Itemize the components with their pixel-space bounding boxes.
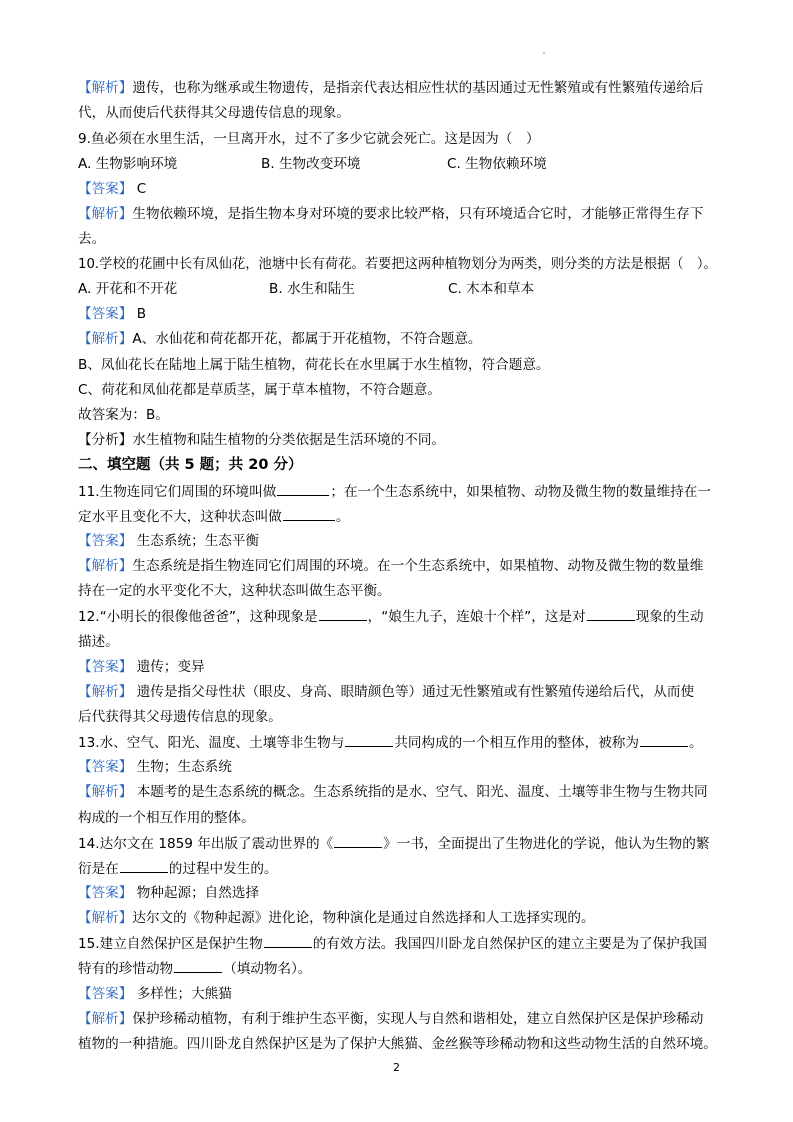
answer-line [78, 305, 146, 323]
explanation-line: 【解析】达尔文的《物种起源》进化论，物种演化是通过自然选择和人工选择实现的。 [78, 910, 595, 926]
explanation-line: 故答案为：B。 [78, 407, 169, 423]
answer-line [78, 758, 232, 776]
answer-value: C [136, 181, 147, 197]
answer-line [78, 985, 232, 1003]
answer-value: 多样性；大熊猫 [136, 986, 232, 1002]
answer-value: B [136, 306, 147, 322]
option-b: B. 水生和陆生 [269, 281, 355, 297]
answer-line [78, 180, 146, 198]
question-14: 14.达尔文在 1859 年出版了震动世界的《 》一书，全面提出了生物进化的学说，他认为生物的繁 [78, 836, 710, 852]
answer-value: 生态系统；生态平衡 [136, 533, 260, 549]
question-11-cont: 定水平且变化不大，这种状态叫做 。 [78, 509, 350, 525]
explanation-line: 【解析】A、水仙花和荷花都开花，都属于开花植物，不符合题意。 [78, 331, 482, 347]
option-a: A. 生物影响环境 [78, 156, 178, 172]
fill-blank [334, 834, 382, 848]
explanation-tag: 【解析】 [78, 80, 133, 96]
question-9: 9.鱼必须在水里生活，一旦离开水，过不了多少它就会死亡。这是因为（ ） [78, 131, 540, 147]
explanation-line: B、凤仙花长在陆地上属于陆生植物，荷花长在水里属于水生植物，符合题意。 [78, 357, 550, 373]
explanation-line: 构成的一个相互作用的整体。 [78, 810, 255, 826]
fill-blank [120, 859, 168, 873]
option-a: A. 开花和不开花 [78, 281, 178, 297]
answer-tag: 【答案】 [78, 181, 133, 197]
explanation-tag: 【解析】 [78, 1011, 133, 1027]
fill-blank [345, 733, 393, 747]
answer-tag: 【答案】 [78, 759, 133, 775]
header-mark [543, 52, 545, 54]
answer-tag: 【答案】 [78, 306, 133, 322]
explanation-line: 去。 [78, 231, 106, 247]
explanation-line: 代，从而使后代获得其父母遗传信息的现象。 [78, 105, 350, 121]
answer-value: 遗传；变异 [136, 659, 205, 675]
explanation-line: 后代获得其父母遗传信息的现象。 [78, 709, 282, 725]
explanation-tag: 【解析】 [78, 910, 133, 926]
explanation-tag: 【解析】 [78, 784, 133, 800]
fill-blank [587, 607, 635, 621]
answer-tag: 【答案】 [78, 659, 133, 675]
explanation-line: 【解析】保护珍稀动植物，有利于维护生态平衡，实现人与自然和谐相处，建立自然保护区是保护珍稀动 [78, 1011, 704, 1027]
explanation-tag: 【解析】 [78, 331, 133, 347]
section-heading: 二、填空题（共 5 题；共 20 分） [78, 457, 303, 473]
fill-blank [174, 959, 222, 973]
explanation-line: 【解析】生物依赖环境，是指生物本身对环境的要求比较严格，只有环境适合它时，才能够正常得生存下 [78, 206, 704, 222]
answer-line [78, 532, 259, 550]
answer-value: 生物；生态系统 [136, 759, 232, 775]
fill-blank [319, 607, 367, 621]
analysis-tag: 【分析】 [78, 432, 133, 448]
option-c: C. 生物依赖环境 [447, 156, 547, 172]
explanation-tag: 【解析】 [78, 558, 133, 574]
page-number: 2 [393, 1061, 400, 1074]
question-11: 11.生物连同它们周围的环境叫做 ；在一个生态系统中，如果植物、动物及微生物的数量维持在一 [78, 484, 711, 500]
answer-line [78, 658, 205, 676]
question-10-options [78, 280, 534, 298]
explanation-line: 持在一定的水平变化不大，这种状态叫做生态平衡。 [78, 583, 391, 599]
explanation-line: 【解析】 本题考的是生态系统的概念。生态系统指的是水、空气、阳光、温度、土壤等非生物与生物共同 [78, 784, 708, 800]
answer-tag: 【答案】 [78, 885, 133, 901]
answer-line [78, 884, 259, 902]
explanation-line: 植物的一种措施。四川卧龙自然保护区是为了保护大熊猫、金丝猴等珍稀动物和这些动物生活的自然环境。 [78, 1036, 717, 1052]
fill-blank [640, 733, 688, 747]
question-13: 13.水、空气、阳光、温度、土壤等非生物与 共同构成的一个相互作用的整体，被称为 。 [78, 735, 703, 751]
analysis-line: 【分析】水生植物和陆生植物的分类依据是生活环境的不同。 [78, 432, 446, 448]
explanation-tag: 【解析】 [78, 206, 133, 222]
question-15-cont: 特有的珍惜动物 （填动物名）。 [78, 961, 312, 977]
fill-blank [277, 482, 329, 496]
explanation-line: 【解析】 遗传是指父母性状（眼皮、身高、眼睛颜色等）通过无性繁殖或有性繁殖传递给后代，从而使 [78, 684, 695, 700]
option-c: C. 木本和草本 [448, 281, 535, 297]
answer-tag: 【答案】 [78, 533, 133, 549]
explanation-line: 【解析】生态系统是指生物连同它们周围的环境。在一个生态系统中，如果植物、动物及微生物的数量维 [78, 558, 704, 574]
question-12: 12.“小明长的很像他爸爸”，这种现象是 ，“娘生九子，连娘十个样”，这是对 现象的生动 [78, 609, 704, 625]
question-15: 15.建立自然保护区是保护生物 的有效方法。我国四川卧龙自然保护区的建立主要是为了保护我国 [78, 936, 707, 952]
explanation-line: C、荷花和凤仙花都是草质茎，属于草本植物，不符合题意。 [78, 382, 441, 398]
option-b: B. 生物改变环境 [261, 156, 361, 172]
fill-blank [283, 507, 335, 521]
fill-blank [264, 934, 312, 948]
explanation-tag: 【解析】 [78, 684, 133, 700]
question-9-options [78, 155, 547, 173]
question-10: 10.学校的花圃中长有凤仙花，池塘中长有荷花。若要把这两种植物划分为两类，则分类的方法是根据（ ）。 [78, 256, 717, 272]
question-12-cont: 描述。 [78, 634, 119, 650]
question-14-cont: 衍是在 的过程中发生的。 [78, 861, 278, 877]
explanation-line: 【解析】遗传，也称为继承或生物遗传，是指亲代表达相应性状的基因通过无性繁殖或有性繁殖传递给后 [78, 80, 704, 96]
answer-tag: 【答案】 [78, 986, 133, 1002]
answer-value: 物种起源；自然选择 [136, 885, 260, 901]
